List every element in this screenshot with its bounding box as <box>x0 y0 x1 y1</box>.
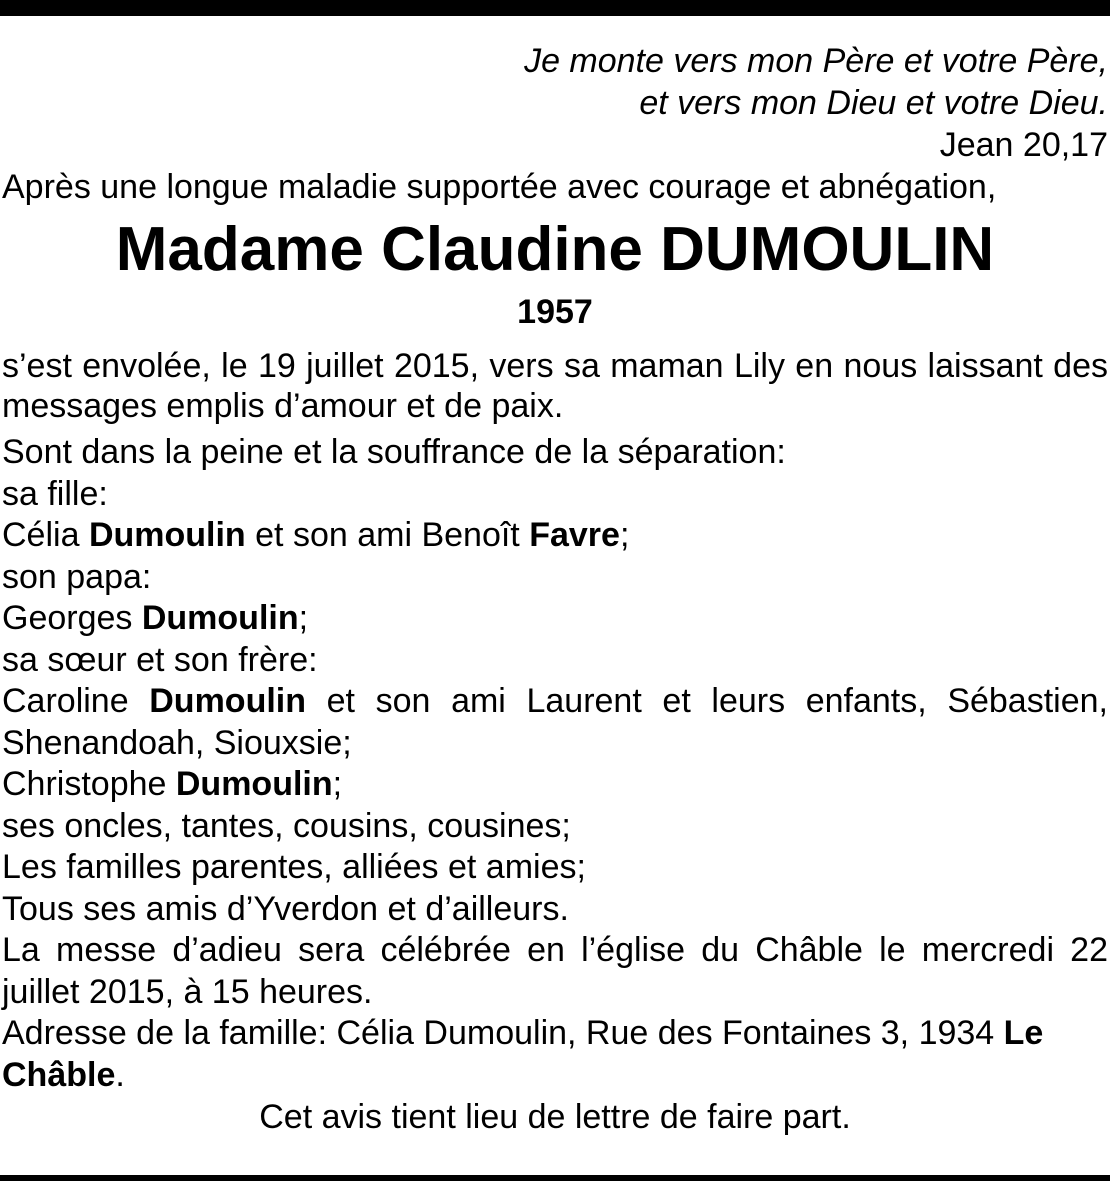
verse-line-2: et vers mon Dieu et votre Dieu. <box>639 84 1108 122</box>
daughter-label: sa fille: <box>2 474 108 513</box>
daughter-entry: Célia Dumoulin et son ami Benoît Favre; <box>2 516 630 554</box>
brother-entry: Christophe Dumoulin; <box>2 765 343 803</box>
verse-line-1: Je monte vers mon Père et votre Père, <box>524 42 1108 80</box>
friends-entry: Tous ses amis d’Yverdon et d’ailleurs. <box>2 889 569 928</box>
intro-text: Après une longue maladie supportée avec courage et abnégation, <box>2 168 997 206</box>
family-address: Adresse de la famille: Célia Dumoulin, Rue des Fontaines 3, 1934 Le Châble. <box>2 1014 1044 1094</box>
father-entry: Georges Dumoulin; <box>2 599 309 637</box>
siblings-label: sa sœur et son frère: <box>2 640 318 679</box>
birth-year: 1957 <box>517 293 593 331</box>
closing-note: Cet avis tient lieu de lettre de faire part. <box>259 1098 851 1136</box>
deceased-name: Madame Claudine DUMOULIN <box>115 215 995 284</box>
relatives-entry: ses oncles, tantes, cousins, cousines; <box>2 806 571 845</box>
family-list <box>2 432 1108 1096</box>
mass-info: La messe d’adieu sera célébrée en l’église du Châble le mercredi 22 juillet 2015, à 15 heures. <box>2 931 1108 1011</box>
families-entry: Les familles parentes, alliées et amies; <box>2 848 586 886</box>
bible-verse <box>2 40 1108 124</box>
sister-entry: Caroline Dumoulin et son ami Laurent et leurs enfants, Sébastien, Shenandoah, Siouxsie; <box>2 682 1108 762</box>
father-label: son papa: <box>2 557 152 596</box>
passing-text: s’est envolée, le 19 juillet 2015, vers sa maman Lily en nous laissant des messages emplis d’amour et de paix. <box>2 347 1108 425</box>
top-rule <box>0 0 1110 16</box>
family-heading: Sont dans la peine et la souffrance de la séparation: <box>2 433 786 471</box>
verse-reference: Jean 20,17 <box>939 126 1108 164</box>
bottom-rule <box>0 1175 1110 1181</box>
obituary-notice <box>2 40 1108 1138</box>
